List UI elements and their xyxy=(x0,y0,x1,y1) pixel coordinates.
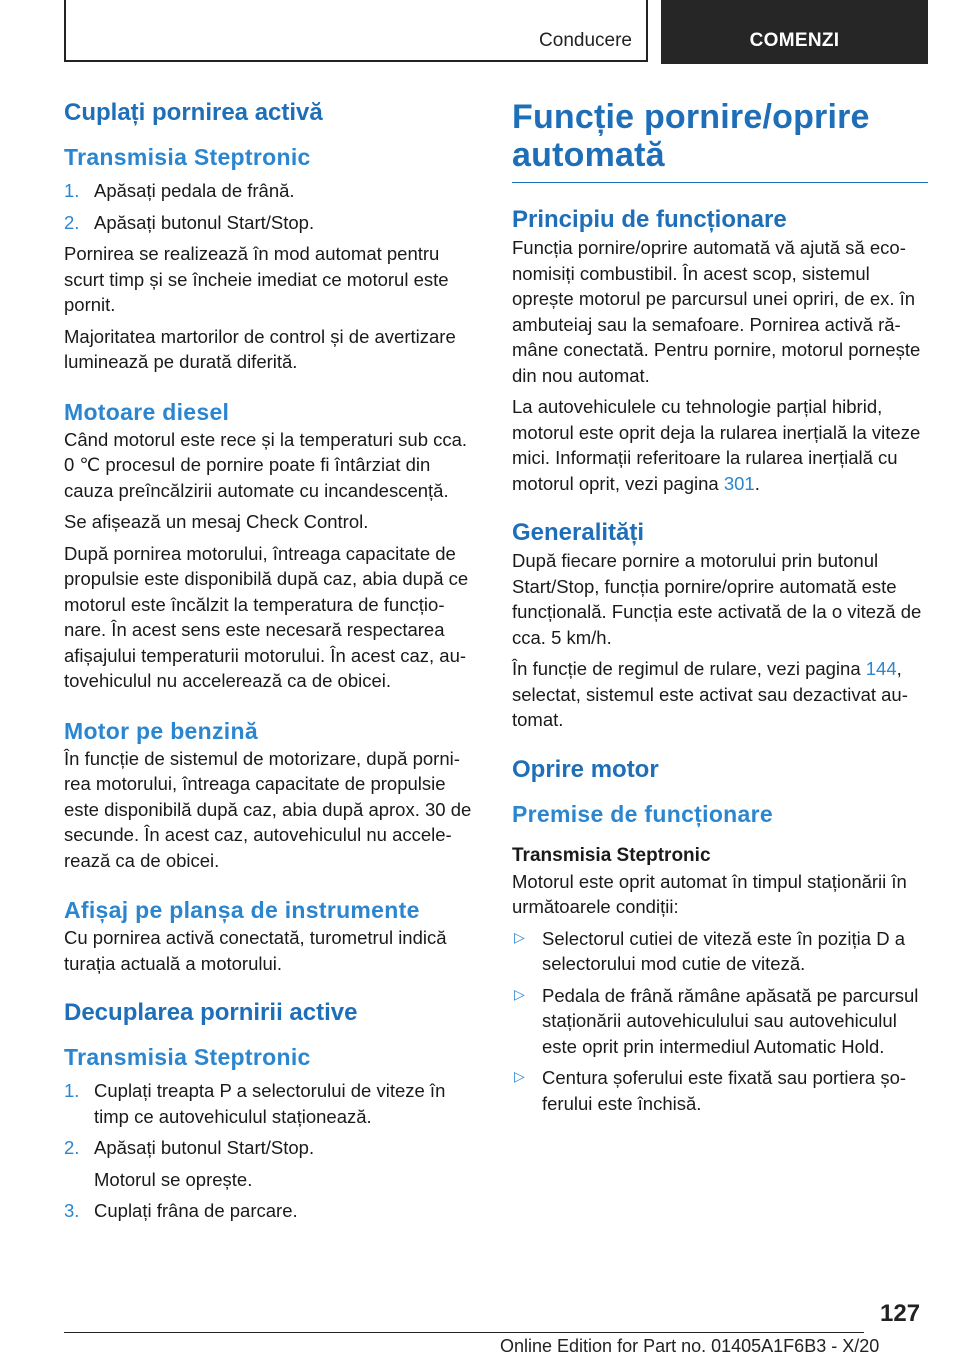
step-number: 1. xyxy=(64,180,80,201)
left-column xyxy=(64,98,480,1230)
section-heading-principle: Principiu de funcționare xyxy=(512,206,787,233)
paragraph: Majoritatea martorilor de control și de avertizare luminează pe durată diferită. xyxy=(64,325,456,372)
subheading-steptronic: Transmisia Steptronic xyxy=(64,1044,311,1070)
step-number: 1. xyxy=(64,1080,80,1101)
list-item: ▷ Pedala de frână rămâne apăsată pe parcursul staționării autovehiculului sau autovehiculul este oprit prin intermediul Automatic Hold. xyxy=(512,983,928,1060)
step-item: 1. Apăsați pedala de frână. xyxy=(64,178,480,204)
subheading-premises: Premise de funcționare xyxy=(512,800,773,827)
subheading-display: Afișaj pe planșa de instrumente xyxy=(64,897,420,923)
step-item: 2. Apăsați butonul Start/Stop. Motorul se oprește. xyxy=(64,1135,480,1192)
step-item: 1. Cuplați treapta P a selectorului de viteze în timp ce autovehiculul staționează. xyxy=(64,1080,446,1127)
chapter-label: COMENZI xyxy=(749,30,840,51)
step-number: 2. xyxy=(64,1137,80,1158)
subheading-steptronic: Transmisia Steptronic xyxy=(64,144,311,170)
paragraph: La autovehiculele cu tehnologie parțial hibrid, motorul este oprit deja la rularea inerțială la viteze mici. Informații referitoare la rularea inerțială cu motorul oprit, vezi pagina 301. xyxy=(512,396,921,494)
step-item: 2. Apăsați butonul Start/Stop. xyxy=(64,210,480,236)
paragraph: Pornirea se realizează în mod automat pentru scurt timp și se încheie imediat ce motorul este pornit. xyxy=(64,243,449,315)
paragraph: În funcție de regimul de rulare, vezi pagina 144, selectat, sistemul este activat sau dezactivat automat. xyxy=(512,658,908,730)
paragraph: Motorul este oprit automat în timpul staționării în următoarele condiții: xyxy=(512,870,907,917)
list-item: ▷ Selectorul cutiei de viteză este în poziția D a selectorului mod cutie de viteză. xyxy=(512,926,928,977)
paragraph: Când motorul este rece și la temperaturi sub cca. 0 ℃ procesul de pornire poate fi întârziat din cauza preîncălzirii automate cu incandescență. xyxy=(64,428,468,501)
page-link-144[interactable]: 144 xyxy=(865,658,897,679)
chapter-title-block xyxy=(512,98,928,183)
paragraph: Funcția pornire/oprire automată vă ajută să economisiți combustibil. În acest scop, sistemul oprește motorul pe parcursul unei opriri, de ex. în ambuteiaj sau la semafoare. Pornirea activă rămâne conectată. Pentru pornire, motorul pornește din nou automat. xyxy=(512,237,921,386)
conditions-list xyxy=(512,926,928,1117)
section-heading-activate: Cuplați pornirea activă xyxy=(64,99,323,126)
page-number: 127 xyxy=(880,1300,921,1327)
deactivate-steps xyxy=(64,1078,480,1224)
step-number: 3. xyxy=(64,1200,80,1221)
step-note: Motorul se oprește. xyxy=(94,1168,253,1190)
section-heading-engine-stop: Oprire motor xyxy=(512,755,659,783)
chapter-title: Funcție pornire/oprire automată xyxy=(512,98,870,174)
paragraph: Se afișează un mesaj Check Control. xyxy=(64,511,369,532)
step-number: 2. xyxy=(64,211,80,233)
activate-steps xyxy=(64,178,480,235)
page-header xyxy=(64,0,928,64)
list-item: ▷ Centura șoferului este fixată sau portiera șoferului este închisă. xyxy=(512,1065,928,1116)
paragraph: După pornirea motorului, întreaga capacitate de propulsie este disponibilă după caz, abia după ce motorul este încălzit la temperatura de funcționare. În acest sens este necesară respectarea afișajului temperaturii motorului. În acest caz, autovehiculul nu accelerează ca de obicei. xyxy=(64,542,469,691)
section-heading-general: Generalități xyxy=(512,519,645,546)
paragraph: Cu pornirea activă conectată, turometrul indică turația actuală a motorului. xyxy=(64,927,447,974)
paragraph: În funcție de sistemul de motorizare, după pornirea motorului, întreaga capacitate de propulsie este disponibilă după caz, abia după aprox. 30 de secunde. În acest caz, autovehiculul nu accelerează ca de obicei. xyxy=(64,747,472,871)
section-heading-deactivate: Decuplarea pornirii active xyxy=(64,999,358,1026)
subheading-diesel: Motoare diesel xyxy=(64,398,230,425)
triangle-bullet-icon: ▷ xyxy=(514,1068,525,1084)
edition-note: Online Edition for Part no. 01405A1F6B3 - X/20 xyxy=(500,1336,880,1356)
step-item: 3. Cuplați frâna de parcare. xyxy=(64,1198,480,1224)
page-link-301[interactable]: 301 xyxy=(723,472,755,494)
subheading-steptronic: Transmisia Steptronic xyxy=(512,844,711,866)
paragraph: După fiecare pornire a motorului prin butonul Start/Stop, funcția pornire/oprire automată este funcțională. Funcția este activată de la o viteză de cca. 5 km/h. xyxy=(512,550,922,648)
section-tab xyxy=(64,0,648,62)
right-column xyxy=(512,98,928,1122)
triangle-bullet-icon: ▷ xyxy=(514,928,525,945)
triangle-bullet-icon: ▷ xyxy=(514,985,525,1002)
subheading-petrol: Motor pe benzină xyxy=(64,717,258,744)
chapter-tab xyxy=(661,0,928,64)
section-label: Conducere xyxy=(539,30,632,51)
footer-divider xyxy=(64,1332,864,1333)
